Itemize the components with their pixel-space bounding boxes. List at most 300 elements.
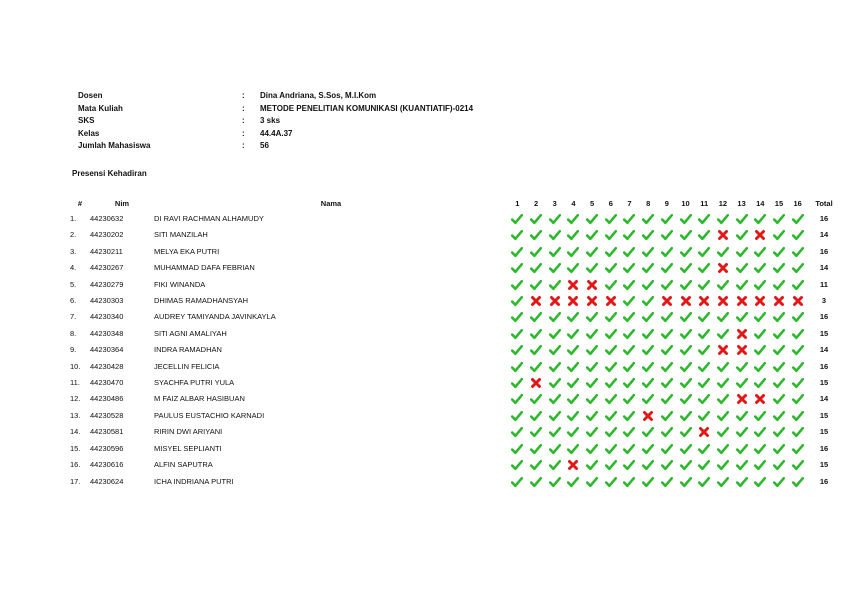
check-icon (527, 474, 546, 490)
check-icon (545, 277, 564, 293)
check-icon (658, 457, 677, 473)
info-row (78, 140, 578, 153)
row-nama: AUDREY TAMIYANDA JAVINKAYLA (154, 312, 276, 322)
check-icon (676, 391, 695, 407)
check-icon (527, 457, 546, 473)
table-row (70, 326, 841, 342)
check-icon (788, 227, 807, 243)
row-nim: 44230632 (90, 214, 124, 223)
row-total: 14 (819, 230, 829, 240)
check-icon (620, 375, 639, 391)
check-icon (751, 342, 770, 358)
check-icon (770, 260, 789, 276)
check-icon (620, 309, 639, 325)
check-icon (564, 309, 583, 325)
check-icon (508, 293, 527, 309)
check-icon (676, 457, 695, 473)
row-nim: 44230616 (90, 460, 124, 470)
row-no: 5. (70, 279, 77, 289)
check-icon (658, 326, 677, 342)
table-row (70, 211, 841, 227)
check-icon (508, 441, 527, 457)
check-icon (639, 293, 658, 309)
info-value: METODE PENELITIAN KOMUNIKASI (KUANTIATIF)-0214 (260, 103, 474, 113)
cross-icon (658, 293, 677, 309)
info-colon: : (242, 103, 245, 113)
check-icon (601, 408, 620, 424)
check-icon (714, 326, 733, 342)
cross-icon (527, 293, 546, 309)
check-icon (545, 474, 564, 490)
table-row (70, 441, 841, 457)
header-session: 12 (718, 199, 728, 208)
cross-icon (714, 293, 733, 309)
row-nama: JECELLIN FELICIA (154, 361, 220, 371)
header-row (70, 196, 841, 211)
check-icon (508, 211, 527, 227)
check-icon (527, 277, 546, 293)
check-icon (564, 375, 583, 391)
table-row (70, 424, 841, 440)
check-icon (639, 474, 658, 490)
check-icon (788, 260, 807, 276)
check-icon (564, 326, 583, 342)
table-row (70, 457, 841, 473)
check-icon (639, 211, 658, 227)
check-icon (620, 359, 639, 375)
check-icon (695, 211, 714, 227)
check-icon (788, 309, 807, 325)
row-nama: M FAIZ ALBAR HASIBUAN (154, 394, 245, 404)
check-icon (732, 408, 751, 424)
check-icon (751, 441, 770, 457)
check-icon (695, 244, 714, 260)
row-no: 6. (70, 296, 77, 306)
check-icon (583, 260, 602, 276)
cross-icon (564, 293, 583, 309)
row-total: 15 (819, 460, 829, 470)
check-icon (658, 359, 677, 375)
check-icon (658, 277, 677, 293)
check-icon (770, 474, 789, 490)
row-no: 14. (70, 427, 81, 437)
row-no: 11. (70, 378, 80, 388)
check-icon (732, 424, 751, 440)
check-icon (770, 375, 789, 391)
check-icon (788, 408, 807, 424)
check-icon (732, 277, 751, 293)
row-nama: ICHA INDRIANA PUTRI (154, 476, 234, 486)
row-total: 16 (819, 443, 829, 453)
check-icon (770, 342, 789, 358)
cross-icon (732, 326, 751, 342)
check-icon (601, 375, 620, 391)
check-icon (508, 375, 527, 391)
check-icon (732, 375, 751, 391)
check-icon (788, 211, 807, 227)
check-icon (620, 391, 639, 407)
cross-icon (732, 293, 751, 309)
check-icon (676, 244, 695, 260)
check-icon (676, 359, 695, 375)
cross-icon (527, 375, 546, 391)
header-session: 7 (627, 199, 632, 208)
info-label: Kelas (78, 128, 100, 138)
check-icon (583, 441, 602, 457)
check-icon (751, 326, 770, 342)
check-icon (545, 391, 564, 407)
check-icon (545, 408, 564, 424)
check-icon (545, 326, 564, 342)
check-icon (527, 211, 546, 227)
check-icon (583, 342, 602, 358)
row-total: 3 (821, 296, 827, 306)
check-icon (732, 474, 751, 490)
row-nim: 44230528 (90, 410, 124, 420)
check-icon (639, 309, 658, 325)
check-icon (527, 359, 546, 375)
table-row (70, 260, 841, 276)
check-icon (545, 244, 564, 260)
row-nim: 44230267 (90, 263, 124, 273)
cross-icon (714, 227, 733, 243)
check-icon (639, 227, 658, 243)
header-no: # (77, 199, 83, 208)
check-icon (788, 424, 807, 440)
check-icon (527, 227, 546, 243)
check-icon (732, 441, 751, 457)
cross-icon (676, 293, 695, 309)
info-colon: : (242, 141, 245, 151)
row-nim: 44230596 (90, 443, 124, 453)
row-no: 10. (70, 361, 81, 371)
check-icon (620, 424, 639, 440)
row-nama: SITI MANZILAH (154, 230, 208, 240)
check-icon (751, 424, 770, 440)
cross-icon (732, 391, 751, 407)
course-info (78, 90, 578, 153)
check-icon (658, 309, 677, 325)
header-session: 2 (533, 199, 539, 208)
check-icon (695, 359, 714, 375)
check-icon (545, 359, 564, 375)
row-nama: SITI AGNI AMALIYAH (154, 328, 227, 338)
check-icon (639, 342, 658, 358)
check-icon (658, 441, 677, 457)
check-icon (564, 408, 583, 424)
check-icon (658, 260, 677, 276)
check-icon (639, 375, 658, 391)
check-icon (751, 474, 770, 490)
check-icon (770, 211, 789, 227)
table-row (70, 227, 841, 243)
cross-icon (564, 277, 583, 293)
check-icon (601, 342, 620, 358)
check-icon (714, 359, 733, 375)
check-icon (639, 424, 658, 440)
check-icon (788, 457, 807, 473)
check-icon (714, 375, 733, 391)
row-no: 1. (70, 214, 77, 223)
check-icon (751, 244, 770, 260)
info-label: Dosen (78, 91, 103, 100)
check-icon (601, 211, 620, 227)
check-icon (583, 227, 602, 243)
row-total: 11 (820, 279, 828, 289)
row-no: 13. (70, 410, 81, 420)
check-icon (601, 391, 620, 407)
check-icon (508, 277, 527, 293)
check-icon (601, 227, 620, 243)
check-icon (527, 342, 546, 358)
check-icon (545, 309, 564, 325)
check-icon (732, 359, 751, 375)
info-value: 44.4A.37 (260, 128, 293, 138)
check-icon (695, 457, 714, 473)
check-icon (639, 244, 658, 260)
check-icon (508, 408, 527, 424)
row-total: 15 (819, 328, 829, 338)
check-icon (751, 359, 770, 375)
row-total: 16 (819, 312, 829, 322)
cross-icon (583, 277, 602, 293)
check-icon (508, 474, 527, 490)
check-icon (601, 474, 620, 490)
row-nim: 44230624 (90, 476, 124, 486)
check-icon (583, 391, 602, 407)
check-icon (788, 441, 807, 457)
info-value: 3 sks (260, 116, 281, 126)
check-icon (751, 309, 770, 325)
check-icon (620, 211, 639, 227)
check-icon (676, 227, 695, 243)
check-icon (788, 375, 807, 391)
check-icon (564, 424, 583, 440)
check-icon (508, 227, 527, 243)
check-icon (564, 244, 583, 260)
cross-icon (788, 293, 807, 309)
row-nim: 44230211 (90, 246, 123, 256)
check-icon (770, 277, 789, 293)
row-nama: INDRA RAMADHAN (154, 345, 222, 355)
cross-icon (545, 293, 564, 309)
row-nim: 44230581 (90, 427, 124, 437)
table-row (70, 408, 841, 424)
row-nim: 44230348 (90, 328, 124, 338)
info-value: 56 (260, 141, 269, 151)
check-icon (639, 441, 658, 457)
check-icon (508, 457, 527, 473)
check-icon (508, 260, 527, 276)
check-icon (676, 408, 695, 424)
check-icon (751, 457, 770, 473)
info-label: SKS (78, 116, 95, 126)
check-icon (658, 391, 677, 407)
row-total: 14 (819, 394, 829, 404)
check-icon (601, 309, 620, 325)
info-colon: : (242, 128, 245, 138)
row-no: 9. (70, 345, 77, 355)
check-icon (751, 211, 770, 227)
check-icon (676, 474, 695, 490)
check-icon (564, 441, 583, 457)
row-nama: MELYA EKA PUTRI (154, 246, 220, 256)
check-icon (620, 408, 639, 424)
check-icon (658, 408, 677, 424)
header-session: 11 (700, 199, 709, 208)
header-session: 14 (756, 199, 765, 208)
row-total: 16 (819, 246, 829, 256)
header-session: 16 (793, 199, 802, 208)
check-icon (527, 326, 546, 342)
check-icon (583, 244, 602, 260)
check-icon (695, 375, 714, 391)
row-nama: MISYEL SEPLIANTI (154, 443, 222, 453)
check-icon (639, 359, 658, 375)
check-icon (620, 244, 639, 260)
check-icon (620, 474, 639, 490)
check-icon (601, 457, 620, 473)
check-icon (695, 227, 714, 243)
check-icon (676, 424, 695, 440)
check-icon (770, 244, 789, 260)
check-icon (732, 260, 751, 276)
check-icon (545, 441, 564, 457)
check-icon (545, 227, 564, 243)
header-session: 15 (774, 199, 784, 208)
check-icon (508, 391, 527, 407)
row-no: 17. (70, 476, 81, 486)
header-total: Total (815, 199, 833, 208)
row-no: 7. (70, 312, 77, 322)
info-label: Jumlah Mahasiswa (78, 141, 151, 151)
check-icon (545, 342, 564, 358)
check-icon (564, 227, 583, 243)
check-icon (788, 326, 807, 342)
row-nim: 44230279 (90, 279, 124, 289)
cross-icon (751, 227, 770, 243)
row-no: 2. (70, 230, 77, 240)
check-icon (658, 244, 677, 260)
attendance-table (70, 196, 841, 490)
check-icon (788, 277, 807, 293)
check-icon (732, 244, 751, 260)
row-nama: MUHAMMAD DAFA FEBRIAN (154, 263, 255, 273)
check-icon (583, 474, 602, 490)
check-icon (676, 211, 695, 227)
info-row (78, 90, 578, 103)
table-row (70, 474, 841, 490)
check-icon (695, 441, 714, 457)
row-total: 14 (819, 345, 829, 355)
check-icon (527, 260, 546, 276)
cross-icon (732, 342, 751, 358)
check-icon (732, 227, 751, 243)
check-icon (770, 408, 789, 424)
check-icon (639, 260, 658, 276)
cross-icon (583, 293, 602, 309)
row-nim: 44230340 (90, 312, 124, 322)
header-session: 8 (646, 199, 651, 208)
check-icon (714, 391, 733, 407)
check-icon (770, 441, 789, 457)
check-icon (751, 408, 770, 424)
check-icon (620, 441, 639, 457)
row-total: 16 (819, 361, 829, 371)
check-icon (620, 457, 639, 473)
check-icon (564, 342, 583, 358)
check-icon (545, 375, 564, 391)
check-icon (788, 359, 807, 375)
cross-icon (564, 457, 583, 473)
check-icon (770, 424, 789, 440)
header-session: 5 (590, 199, 595, 208)
table-row (70, 342, 841, 358)
check-icon (695, 408, 714, 424)
check-icon (695, 342, 714, 358)
check-icon (545, 424, 564, 440)
check-icon (527, 244, 546, 260)
check-icon (676, 260, 695, 276)
check-icon (770, 227, 789, 243)
check-icon (601, 326, 620, 342)
check-icon (658, 424, 677, 440)
row-nim: 44230470 (90, 378, 124, 388)
check-icon (695, 474, 714, 490)
check-icon (583, 211, 602, 227)
check-icon (564, 359, 583, 375)
check-icon (564, 211, 583, 227)
check-icon (508, 244, 527, 260)
row-nim: 44230486 (90, 394, 124, 404)
check-icon (714, 408, 733, 424)
check-icon (714, 474, 733, 490)
row-total: 16 (819, 476, 829, 486)
header-session: 13 (737, 199, 746, 208)
check-icon (527, 424, 546, 440)
info-row (78, 103, 578, 116)
cross-icon (695, 293, 714, 309)
check-icon (714, 244, 733, 260)
table-row (70, 244, 841, 260)
check-icon (639, 277, 658, 293)
header-session: 10 (681, 199, 690, 208)
check-icon (676, 326, 695, 342)
check-icon (714, 211, 733, 227)
header-nim: Nim (114, 199, 130, 208)
check-icon (620, 227, 639, 243)
section-title: Presensi Kehadiran (72, 169, 147, 178)
check-icon (695, 309, 714, 325)
table-row (70, 277, 841, 293)
check-icon (732, 211, 751, 227)
row-nama: SYACHFA PUTRI YULA (154, 378, 235, 388)
check-icon (620, 326, 639, 342)
row-nama: DI RAVI RACHMAN ALHAMUDY (154, 214, 264, 223)
check-icon (770, 391, 789, 407)
check-icon (676, 375, 695, 391)
check-icon (527, 441, 546, 457)
row-no: 4. (70, 263, 77, 273)
row-nim: 44230364 (90, 345, 124, 355)
check-icon (564, 391, 583, 407)
check-icon (527, 408, 546, 424)
check-icon (527, 309, 546, 325)
info-row (78, 128, 578, 141)
row-total: 15 (819, 410, 829, 420)
table-row (70, 309, 841, 325)
check-icon (545, 457, 564, 473)
